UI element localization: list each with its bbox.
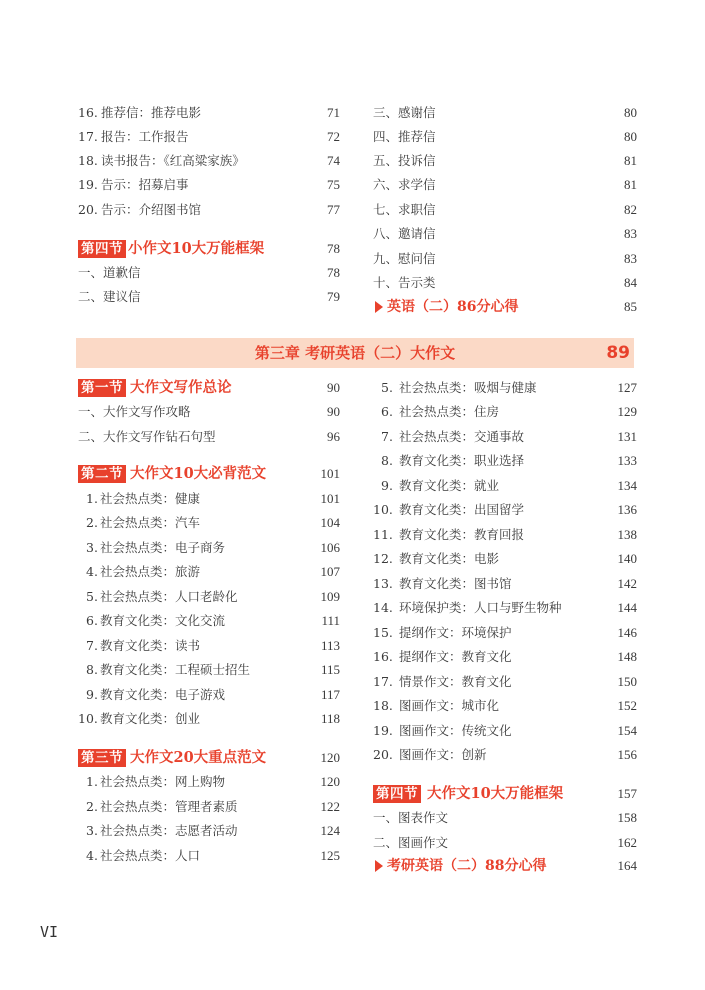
entry-page: 146: [617, 625, 637, 640]
toc-entry[interactable]: [78, 103, 340, 123]
toc-entry[interactable]: [373, 451, 637, 471]
entry-page: 136: [617, 502, 637, 517]
entry-number: 14.: [373, 600, 393, 615]
entry-page: 80: [624, 129, 637, 144]
toc-entry[interactable]: [78, 772, 340, 792]
entry-page: 122: [320, 799, 340, 814]
toc-entry[interactable]: [373, 525, 637, 545]
entry-page: 127: [617, 380, 637, 395]
entry-title: 社会热点类：人口老龄化: [100, 589, 238, 604]
entry-page: 96: [327, 429, 340, 444]
entry-number: 10.: [78, 711, 98, 726]
entry-page: 90: [327, 380, 340, 395]
highlight-entry[interactable]: [373, 856, 637, 876]
toc-entry[interactable]: [373, 500, 637, 520]
entry-page: 162: [617, 835, 637, 850]
toc-entry[interactable]: [373, 273, 637, 293]
section-badge: 第三节: [78, 749, 126, 767]
toc-top-left: [78, 103, 340, 318]
entry-number: 10.: [373, 502, 393, 517]
entry-number: 8.: [86, 662, 98, 677]
entry-page: 118: [320, 711, 340, 726]
entry-page: 129: [617, 404, 637, 419]
section-heading[interactable]: [78, 239, 340, 259]
toc-entry[interactable]: [373, 745, 637, 765]
entry-number: 7.: [86, 638, 98, 653]
highlight-title: 英语（二）86分心得: [387, 299, 519, 315]
entry-number: 16.: [78, 105, 98, 120]
section-title: 大作文10大万能框架: [427, 785, 564, 802]
entry-number: 18.: [373, 698, 393, 713]
entry-number: 16.: [373, 649, 393, 664]
entry-number: 8.: [381, 453, 393, 468]
entry-page: 107: [320, 564, 340, 579]
entry-title: 三、感谢信: [373, 105, 436, 120]
toc-entry[interactable]: [373, 402, 637, 422]
toc-entry[interactable]: [373, 175, 637, 195]
entry-number: 5.: [86, 589, 98, 604]
entry-page: 117: [320, 687, 340, 702]
triangle-bullet-icon: [375, 301, 383, 313]
entry-number: 9.: [86, 687, 98, 702]
entry-page: 154: [617, 723, 637, 738]
toc-entry[interactable]: [373, 574, 637, 594]
chapter-title: 第三章 考研英语（二）大作文: [254, 344, 456, 362]
toc-entry[interactable]: [373, 427, 637, 447]
entry-number: 15.: [373, 625, 393, 640]
entry-number: 19.: [373, 723, 393, 738]
section-badge: 第四节: [373, 785, 421, 803]
entry-page: 101: [320, 466, 340, 481]
triangle-bullet-icon: [375, 860, 383, 872]
toc-entry[interactable]: [78, 636, 340, 656]
entry-page: 72: [327, 129, 340, 144]
entry-title: 社会热点类：汽车: [100, 515, 201, 530]
toc-right-tail: [373, 784, 637, 879]
entry-page: 113: [320, 638, 340, 653]
entry-title: 教育文化类：读书: [100, 638, 201, 653]
entry-page: 80: [624, 105, 637, 120]
entry-page: 84: [624, 275, 637, 290]
entry-number: 20.: [373, 747, 393, 762]
entry-page: 82: [624, 202, 637, 217]
section-title: 大作文20大重点范文: [130, 749, 267, 766]
entry-title: 二、图画作文: [373, 835, 449, 850]
entry-page: 148: [617, 649, 637, 664]
entry-number: 1.: [86, 774, 98, 789]
entry-title: 图画作文：城市化: [399, 698, 500, 713]
entry-page: 156: [617, 747, 637, 762]
section-badge: 第二节: [78, 465, 126, 483]
entry-number: 17.: [373, 674, 393, 689]
entry-title: 教育文化类：工程硕士招生: [100, 662, 251, 677]
entry-title: 推荐信：推荐电影: [101, 105, 202, 120]
entry-title: 读书报告：《红高粱家族》: [101, 153, 245, 168]
entry-page: 131: [617, 429, 637, 444]
toc-entry[interactable]: [373, 672, 637, 692]
entry-page: 71: [327, 105, 340, 120]
toc-entry[interactable]: [78, 587, 340, 607]
entry-page: 104: [320, 515, 340, 530]
toc-entry[interactable]: [373, 151, 637, 171]
entry-page: 134: [617, 478, 637, 493]
entry-number: 20.: [78, 202, 98, 217]
entry-page: 158: [617, 810, 637, 825]
entry-page: 83: [624, 251, 637, 266]
section-heading[interactable]: [373, 784, 637, 804]
entry-number: 12.: [373, 551, 393, 566]
toc-entry[interactable]: [78, 402, 340, 422]
entry-number: 2.: [86, 799, 98, 814]
toc-entry[interactable]: [78, 200, 340, 220]
entry-title: 九、慰问信: [373, 251, 436, 266]
entry-title: 图画作文：创新: [399, 747, 487, 762]
entry-title: 社会热点类：志愿者活动: [100, 823, 238, 838]
section-heading[interactable]: [78, 378, 340, 398]
toc-entry[interactable]: [78, 821, 340, 841]
entry-page: 101: [320, 491, 340, 506]
entry-title: 提纲作文：教育文化: [399, 649, 512, 664]
entry-title: 一、图表作文: [373, 810, 449, 825]
entry-number: 6.: [86, 613, 98, 628]
toc-entry[interactable]: [78, 513, 340, 533]
entry-title: 教育文化类：文化交流: [100, 613, 226, 628]
chapter-banner[interactable]: [76, 338, 634, 368]
toc-entry[interactable]: [78, 538, 340, 558]
entry-page: 115: [320, 662, 340, 677]
entry-page: 164: [617, 858, 637, 873]
entry-page: 90: [327, 404, 340, 419]
entry-number: 3.: [86, 540, 98, 555]
entry-title: 七、求职信: [373, 202, 436, 217]
entry-page: 150: [617, 674, 637, 689]
toc-entry[interactable]: [373, 696, 637, 716]
entry-title: 社会热点类：健康: [100, 491, 201, 506]
entry-title: 告示：招募启事: [101, 177, 189, 192]
entry-number: 6.: [381, 404, 393, 419]
entry-title: 社会热点类：网上购物: [100, 774, 226, 789]
page-folio: VI: [40, 923, 59, 941]
entry-page: 140: [617, 551, 637, 566]
entry-page: 78: [327, 241, 340, 256]
entry-title: 社会热点类：电子商务: [100, 540, 226, 555]
entry-title: 六、求学信: [373, 177, 436, 192]
toc-entry[interactable]: [373, 476, 637, 496]
toc-entry[interactable]: [373, 623, 637, 643]
section-heading[interactable]: [78, 748, 340, 768]
toc-entry[interactable]: [78, 611, 340, 631]
toc-entry[interactable]: [78, 660, 340, 680]
highlight-title: 考研英语（二）88分心得: [387, 858, 547, 874]
entry-title: 一、大作文写作攻略: [78, 404, 191, 419]
entry-title: 情景作文：教育文化: [399, 674, 512, 689]
entry-number: 4.: [86, 564, 98, 579]
entry-page: 75: [327, 177, 340, 192]
entry-page: 83: [624, 226, 637, 241]
toc-entry[interactable]: [78, 151, 340, 171]
entry-page: 120: [320, 750, 340, 765]
entry-page: 78: [327, 265, 340, 280]
entry-number: 18.: [78, 153, 98, 168]
entry-page: 144: [617, 600, 637, 615]
entry-title: 教育文化类：创业: [100, 711, 201, 726]
entry-page: 124: [320, 823, 340, 838]
entry-number: 5.: [381, 380, 393, 395]
section-heading[interactable]: [78, 464, 340, 484]
entry-title: 教育文化类：职业选择: [399, 453, 525, 468]
entry-page: 109: [320, 589, 340, 604]
entry-page: 152: [617, 698, 637, 713]
entry-title: 教育文化类：电影: [399, 551, 500, 566]
entry-number: 17.: [78, 129, 98, 144]
entry-page: 85: [624, 299, 637, 314]
chapter-page: 89: [606, 343, 630, 363]
toc-entry[interactable]: [78, 287, 340, 307]
entry-number: 2.: [86, 515, 98, 530]
entry-title: 二、大作文写作钻石句型: [78, 429, 216, 444]
toc-entry[interactable]: [78, 489, 340, 509]
toc-entry[interactable]: [373, 103, 637, 123]
toc-entry[interactable]: [78, 127, 340, 147]
entry-title: 社会热点类：交通事故: [399, 429, 525, 444]
entry-title: 一、道歉信: [78, 265, 141, 280]
toc-entry[interactable]: [78, 175, 340, 195]
entry-title: 报告：工作报告: [101, 129, 189, 144]
entry-number: 7.: [381, 429, 393, 444]
toc-entry[interactable]: [373, 127, 637, 147]
entry-title: 社会热点类：住房: [399, 404, 500, 419]
toc-entry[interactable]: [373, 598, 637, 618]
toc-entry[interactable]: [373, 808, 637, 828]
entry-page: 106: [320, 540, 340, 555]
toc-entry[interactable]: [78, 263, 340, 283]
entry-title: 提纲作文：环境保护: [399, 625, 512, 640]
entry-title: 教育文化类：出国留学: [399, 502, 525, 517]
toc-entry[interactable]: [373, 721, 637, 741]
toc-left-column: [78, 378, 340, 868]
toc-top-right: [373, 103, 637, 318]
entry-page: 81: [624, 177, 637, 192]
entry-page: 120: [320, 774, 340, 789]
entry-title: 八、邀请信: [373, 226, 436, 241]
entry-number: 11.: [373, 527, 393, 542]
entry-title: 教育文化类：图书馆: [399, 576, 512, 591]
toc-entry[interactable]: [78, 427, 340, 447]
toc-entry[interactable]: [373, 647, 637, 667]
entry-number: 1.: [86, 491, 98, 506]
entry-title: 四、推荐信: [373, 129, 436, 144]
entry-page: 79: [327, 289, 340, 304]
entry-title: 教育文化类：就业: [399, 478, 500, 493]
entry-title: 社会热点类：吸烟与健康: [399, 380, 537, 395]
entry-page: 77: [327, 202, 340, 217]
entry-page: 74: [327, 153, 340, 168]
toc-entry[interactable]: [78, 797, 340, 817]
toc-entry[interactable]: [373, 833, 637, 853]
entry-title: 环境保护类：人口与野生物种: [399, 600, 562, 615]
entry-title: 社会热点类：管理者素质: [100, 799, 238, 814]
section-title: 大作文10大必背范文: [130, 465, 267, 482]
entry-page: 133: [617, 453, 637, 468]
toc-entry[interactable]: [373, 249, 637, 269]
entry-title: 五、投诉信: [373, 153, 436, 168]
toc-entry[interactable]: [373, 378, 637, 398]
entry-number: 9.: [381, 478, 393, 493]
toc-entry[interactable]: [78, 562, 340, 582]
toc-entry[interactable]: [373, 200, 637, 220]
entry-page: 138: [617, 527, 637, 542]
entry-title: 社会热点类：人口: [100, 848, 201, 863]
toc-entry[interactable]: [78, 685, 340, 705]
section-badge: 第一节: [78, 379, 126, 397]
entry-page: 111: [321, 613, 340, 628]
entry-number: 19.: [78, 177, 98, 192]
entry-title: 图画作文：传统文化: [399, 723, 512, 738]
toc-entry[interactable]: [78, 846, 340, 866]
entry-title: 教育文化类：电子游戏: [100, 687, 226, 702]
entry-page: 125: [320, 848, 340, 863]
toc-entry[interactable]: [373, 224, 637, 244]
section-title: 大作文写作总论: [130, 379, 232, 396]
entry-page: 81: [624, 153, 637, 168]
entry-title: 告示：介绍图书馆: [101, 202, 202, 217]
section-title: 小作文10大万能框架: [128, 240, 265, 257]
entry-title: 二、建议信: [78, 289, 141, 304]
entry-number: 4.: [86, 848, 98, 863]
highlight-entry[interactable]: [373, 297, 637, 317]
entry-page: 157: [617, 786, 637, 801]
toc-entry[interactable]: [373, 549, 637, 569]
entry-title: 社会热点类：旅游: [100, 564, 201, 579]
entry-title: 十、告示类: [373, 275, 436, 290]
entry-number: 3.: [86, 823, 98, 838]
section-badge: 第四节: [78, 240, 126, 258]
entry-number: 13.: [373, 576, 393, 591]
entry-title: 教育文化类：教育回报: [399, 527, 525, 542]
entry-page: 142: [617, 576, 637, 591]
toc-entry[interactable]: [78, 709, 340, 729]
